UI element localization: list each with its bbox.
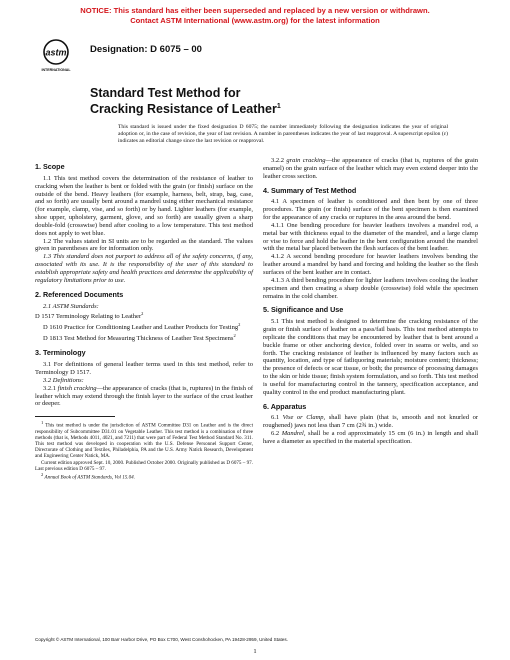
issue-note: This standard is issued under the fixed designation D 6075; the number immediately following the designation indicates the year of original adoption or, in the case of revision, the year of last revision. A number in parentheses indicates the year of last reapproval. A superscript epsilon (ε) indicates an editorial change since the last revision or reapproval. [118, 124, 448, 144]
title-footnote-mark: 1 [276, 103, 281, 110]
para-6-2: 6.2 Mandrel, shall be a rod approximately 15 cm (6 in.) in length and shall have a diameter as specified in the material specification. [263, 430, 479, 445]
footnote-1-edition: Current edition approved Sept. 10, 2000. Published October 2000. Originally published as D 6075 – 97. Last previous edition D 6075 – 97. [35, 459, 253, 472]
term-finish-cracking: finish cracking [57, 384, 97, 392]
page-number: 1 [253, 648, 257, 655]
left-column [35, 157, 253, 480]
svg-text:astm: astm [45, 47, 67, 58]
footnote-2: $^2$ Annual Book of ASTM Standards, Vol 15.04. [41, 471, 135, 481]
para-3-2: 3.2 Definitions: [43, 376, 84, 384]
notice-line-2: Contact ASTM International (www.astm.org) for the latest information [130, 16, 380, 25]
reference-d1517: D 1517 Terminology Relating to Leather$^2$ [35, 311, 144, 321]
footnotes [35, 420, 253, 480]
term-grain-cracking: grain cracking [286, 157, 326, 164]
para-4-1-1: 4.1.1 One bending procedure for heavier leathers involves a mandrel rod, a metal bar with thickness equal to the diameter of the mandrel, and a large clamp or vise to force and hold the leather in the bent configuration around the mandrel with the metal bar placed between the flesh surfaces of the bent leather. [263, 221, 478, 253]
para-4-1-2: 4.1.2 A second bending procedure for heavier leathers involves bending the leather around a mandrel by hand and forcing and holding the leather so the flesh surfaces of the bent leather are in contact. [263, 253, 478, 276]
section-heading-summary: 4. Summary of Test Method [263, 185, 357, 195]
para-3-1: 3.1 For definitions of general leather terms used in this test method, refer to Terminology D 1517. [35, 361, 253, 377]
section-heading-apparatus: 6. Apparatus [263, 401, 307, 411]
section-heading-terminology: 3. Terminology [35, 348, 86, 358]
title-line-1: Standard Test Method for [90, 86, 241, 100]
para-5-1: 5.1 This test method is designed to determine the cracking resistance of the grain or finish surface of leather on a pass/fail basis. This test method attempts to replicate the conditions that may be encountered by leather that is bent around a buckle frame or other anchoring device, folded over in seams or welts, and so forth. The cracking resistance of leather is influenced by many factors such as quantity, location, and type of fatliquoring materials; moisture content; thickness; the presence of defects or scar tissue, or both; the presence of processing damages to the skin or hide tissue; finish system formulation, and so forth. This test method is useful for manufacturing control in the tannery, specification acceptance, and quality control in the end product manufacturing plant. [263, 318, 478, 396]
para-1-3: 1.3 This standard does not purport to address all of the safety concerns, if any, associated with its use. It is the responsibility of the user of this standard to establish appropriate safety and health practices and determine the applicability of regulatory limitations prior to use. [35, 253, 253, 284]
para-2-1: 2.1 ASTM Standards: [43, 302, 99, 310]
para-1-1: 1.1 This test method covers the determination of the resistance of leather to cracking when the leather is bent or folded with the grain (or finish) surface on the outside of the bend. Heavy leathers (for example, harness, belt, strap, bag, case, and so forth) are usually bent around a mandrel using either mechanical resistance (for example, clamp, vise, and so forth) or by hand. Lighter leathers (for example, shoe upper, upholstery, garment, glove, and so forth) are usually given a sharp double-fold (crosswise) bend after cooling to a low temperature. This test method does not apply to wet blue. [35, 174, 253, 237]
para-4-1: 4.1 A specimen of leather is conditioned and then bent by one of three procedures. The grain (or finish) surface of the bent specimen is then examined for the appearance of any cracks or ruptures in the area around the bend. [263, 198, 478, 222]
term-vise-or-clamp: Vise or Clamp, [282, 414, 326, 422]
astm-logo-icon [40, 38, 72, 74]
para-3-2-1: 3.2.1 finish cracking—the appearance of cracks (that is, ruptures) in the finish of leather which may extend through the finish layer to the surface of the crust leather or deeper. [35, 384, 254, 408]
reference-d1610: D 1610 Practice for Conditioning Leather and Leather Products for Testing$^2$ [43, 322, 241, 332]
copyright-line: Copyright © ASTM International, 100 Barr Harbor Drive, PO Box C700, West Conshohocken, PA 19428-2959, United States. [35, 637, 288, 642]
para-3-2-2: 3.2.2 grain cracking—the appearance of cracks (that is, ruptures of the grain enamel) on the grain surface of the leather which may even extend deeper into the leather cross section. [263, 157, 478, 180]
para-4-1-3: 4.1.3 A third bending procedure for lighter leathers involves cooling the leather specimen and then creating a sharp double (crosswise) fold while the specimen remains in the cold chamber. [263, 276, 478, 300]
section-heading-scope: 1. Scope [35, 162, 65, 171]
reference-d1813: D 1813 Test Method for Measuring Thickness of Leather Test Specimens$^2$ [43, 333, 236, 343]
title-line-2: Cracking Resistance of Leather$^1$ [90, 102, 281, 117]
withdrawal-notice [0, 6, 510, 26]
para-1-2: 1.2 The values stated in SI units are to be regarded as the standard. The values given in parentheses are for information only. [35, 237, 253, 253]
footnote-divider [35, 416, 115, 417]
document-title [90, 86, 281, 116]
para-6-1: 6.1 Vise or Clamp, shall have plain (that is, smooth and not knurled or roughened) jaws not less than 7 cm (2¾ in.) wide. [263, 414, 478, 430]
right-column [263, 157, 478, 446]
footnote-1: $^1$ This test method is under the jurisdiction of ASTM Committee D31 on Leather and is the direct responsibility of Subcommittee D31.01 on Vegetable Leather. This test method is a combination of three methods (that is, Methods 4011, 4021, and 7211) that were part of Federal Test Method Standard No. 311. This test method was developed in cooperation with the U.S. Defense Personnel Support Center, Directorate of Clothing and Textiles, Philadelphia, PA and the U.S. Army Natick Research, Development and Engineering Center Natick, MA. [35, 420, 253, 460]
section-heading-significance: 5. Significance and Use [263, 305, 344, 315]
designation: Designation: D 6075 – 00 [90, 44, 202, 55]
section-heading-referenced-documents: 2. Referenced Documents [35, 289, 124, 299]
logo-text: INTERNATIONAL [41, 68, 71, 72]
term-mandrel: Mandrel, [281, 430, 306, 438]
notice-line-1: NOTICE: This standard has either been superseded and replaced by a new version or withdrawn. [80, 6, 430, 15]
